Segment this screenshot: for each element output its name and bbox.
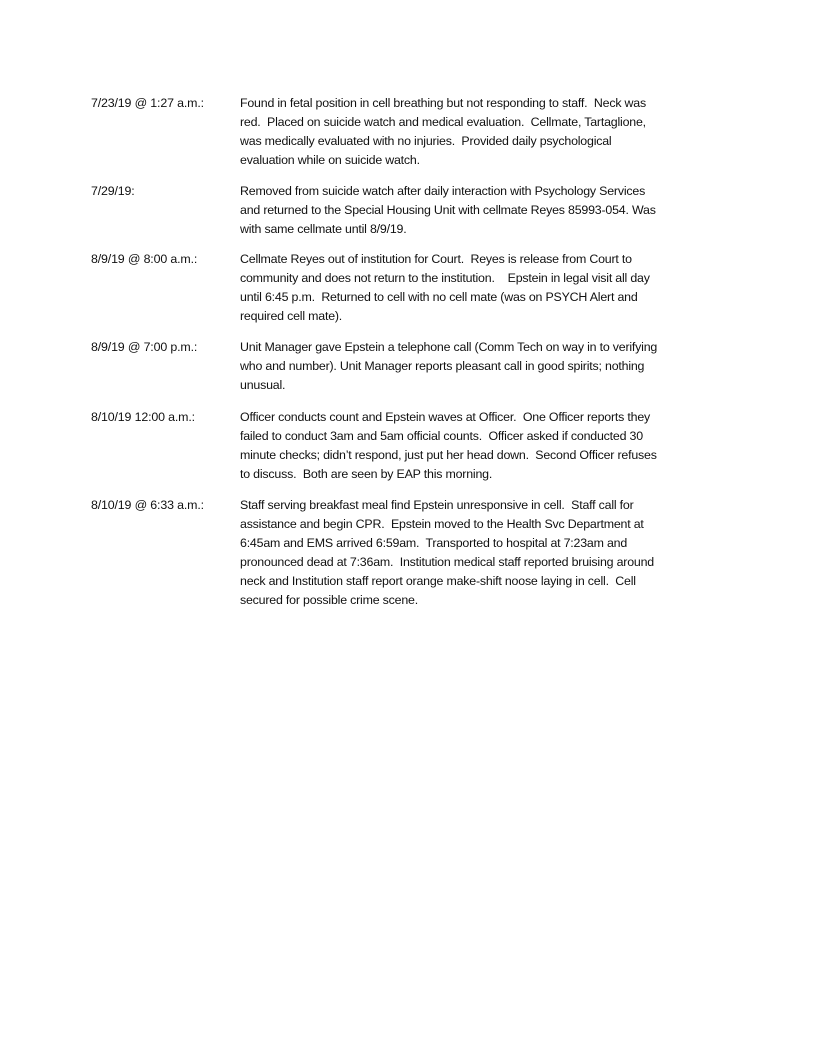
description-line: Officer conducts count and Epstein waves at Officer. One Officer reports they xyxy=(240,410,651,424)
entry-description xyxy=(240,338,657,395)
description-line: to discuss. Both are seen by EAP this morning. xyxy=(240,467,493,481)
entry-date: 7/23/19 @ 1:27 a.m.: xyxy=(91,96,204,110)
description-line: Staff serving breakfast meal find Epstein unresponsive in cell. Staff call for xyxy=(240,498,634,512)
description-line: minute checks; didn’t respond, just put her head down. Second Officer refuses xyxy=(240,448,657,462)
entry-date: 8/9/19 @ 7:00 p.m.: xyxy=(91,340,198,354)
description-line: and returned to the Special Housing Unit with cellmate Reyes 85993-054. Was xyxy=(240,203,656,217)
description-line: unusual. xyxy=(240,378,286,392)
description-line: pronounced dead at 7:36am. Institution medical staff reported bruising around xyxy=(240,555,654,569)
description-line: required cell mate). xyxy=(240,309,343,323)
entry-date: 8/10/19 @ 6:33 a.m.: xyxy=(91,498,204,512)
entry-description xyxy=(240,250,650,326)
entry-description xyxy=(240,408,657,484)
description-line: evaluation while on suicide watch. xyxy=(240,153,420,167)
description-line: with same cellmate until 8/9/19. xyxy=(240,222,407,236)
description-line: Removed from suicide watch after daily interaction with Psychology Services xyxy=(240,184,646,198)
description-line: was medically evaluated with no injuries. Provided daily psychological xyxy=(240,134,612,148)
description-line: Unit Manager gave Epstein a telephone call (Comm Tech on way in to verifying xyxy=(240,340,658,354)
description-line: secured for possible crime scene. xyxy=(240,593,418,607)
description-line: red. Placed on suicide watch and medical evaluation. Cellmate, Tartaglione, xyxy=(240,115,646,129)
entry-description xyxy=(240,182,656,239)
description-line: Found in fetal position in cell breathing but not responding to staff. Neck was xyxy=(240,96,646,110)
description-line: community and does not return to the institution. Epstein in legal visit all day xyxy=(240,271,650,285)
description-line: 6:45am and EMS arrived 6:59am. Transported to hospital at 7:23am and xyxy=(240,536,628,550)
description-line: until 6:45 p.m. Returned to cell with no cell mate (was on PSYCH Alert and xyxy=(240,290,638,304)
description-line: assistance and begin CPR. Epstein moved to the Health Svc Department at xyxy=(240,517,644,531)
description-line: Cellmate Reyes out of institution for Court. Reyes is release from Court to xyxy=(240,252,632,266)
description-line: who and number). Unit Manager reports pleasant call in good spirits; nothing xyxy=(240,359,645,373)
entry-date: 8/10/19 12:00 a.m.: xyxy=(91,410,195,424)
description-line: failed to conduct 3am and 5am official counts. Officer asked if conducted 30 xyxy=(240,429,643,443)
entry-date: 8/9/19 @ 8:00 a.m.: xyxy=(91,252,198,266)
entry-description xyxy=(240,496,654,610)
entry-date: 7/29/19: xyxy=(91,184,135,198)
entry-description xyxy=(240,94,646,170)
description-line: neck and Institution staff report orange make-shift noose laying in cell. Cell xyxy=(240,574,636,588)
